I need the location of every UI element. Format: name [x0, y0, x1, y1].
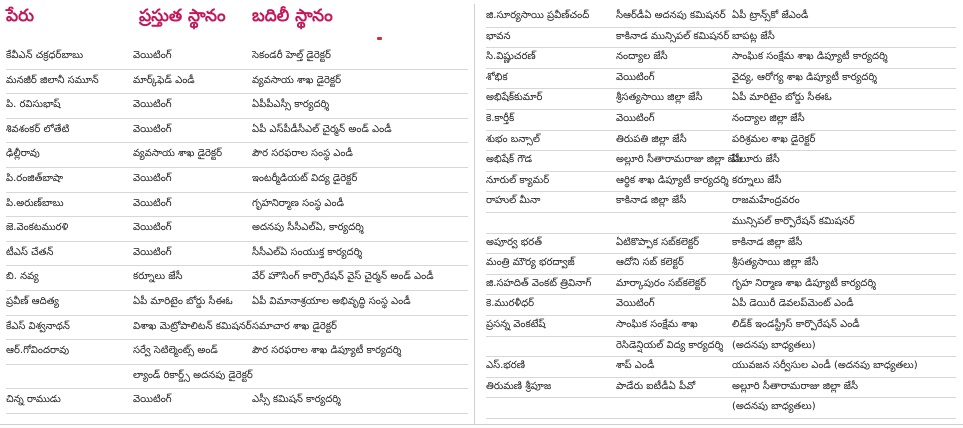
transfer-post-cell: సాంఘిక సంక్షేమ శాఖ డిప్యూటీ కార్యదర్శి	[732, 51, 888, 63]
current-post-cell: ఆర్థిక శాఖ డిప్యూటీ కార్యదర్శి	[616, 174, 729, 186]
bottom-rule	[0, 424, 963, 425]
table-row	[486, 27, 956, 49]
current-post-cell: కర్నూలు జేసీ	[133, 271, 183, 283]
transfer-post-cell: బాపట్ల జేసీ	[732, 30, 775, 42]
current-post-cell: మార్కాపురం సబ్‌కలెక్టర్	[616, 277, 707, 289]
transfer-post-cell: లిడ్‌క్ ఇండస్ట్రీస్ కార్పొరేషన్ ఎండీ	[732, 319, 860, 330]
name-cell: అభిషేక్ గౌడ	[486, 154, 533, 166]
table-row	[6, 339, 468, 365]
table-row	[486, 212, 956, 234]
current-post-cell: అల్లూరి సీతారామరాజు జిల్లా జేసీ	[616, 154, 742, 166]
transfer-post-cell: వైద్య, ఆరోగ్య శాఖ డిప్యూటీ కార్యదర్శి	[732, 71, 877, 83]
current-post-cell	[616, 397, 728, 418]
name-cell: సి.విష్ణుచరణ్	[486, 51, 536, 63]
transfer-post-cell: పౌర సరఫరాల సంస్థ ఎండీ	[252, 148, 353, 160]
name-cell: పి.అరుణ్‌బాబు	[6, 197, 64, 209]
name-cell: అపూర్వ భరత్	[486, 236, 542, 248]
current-post-cell: వెయిటింగ్	[133, 222, 172, 234]
current-post-cell: తిరుపతి జిల్లా జేసీ	[616, 133, 687, 145]
current-post-cell: నంద్యాల జేసీ	[616, 51, 668, 63]
current-post-cell: వెయిటింగ్	[616, 298, 655, 310]
header-current-post: ప్రస్తుత స్థానం	[139, 6, 226, 26]
table-row	[486, 6, 956, 28]
name-cell: జె.వెంకటమురళి	[6, 222, 69, 234]
name-cell: మనజీర్ జిలానీ సమూన్	[6, 74, 99, 86]
table-row	[6, 44, 468, 70]
name-cell: బి. నవ్య	[6, 271, 39, 283]
name-cell: పి.రంజిత్‌బాషా	[6, 173, 64, 184]
transfer-post-cell: నంద్యాల జిల్లా జేసీ	[732, 113, 805, 124]
transfer-post-cell: కాకినాడ జిల్లా జేసీ	[732, 236, 803, 248]
table-row	[6, 118, 468, 144]
transfer-post-cell: ఏపీ మారిటైం బోర్డు సీఈఓ	[732, 92, 832, 104]
table-row	[486, 68, 956, 90]
table-row	[6, 93, 468, 119]
name-cell	[486, 336, 612, 357]
table-row	[486, 171, 956, 193]
name-cell: కేవీఎన్ చక్రధర్‌బాబు	[6, 50, 84, 61]
transfer-post-cell: ఏపీ డెయిరీ డెవలప్‌మెంట్ ఎండీ	[732, 298, 854, 310]
table-row	[6, 216, 468, 242]
table-row	[6, 364, 468, 390]
transfer-post-cell: ఎస్సీ కమిషన్ కార్యదర్శి	[252, 394, 341, 406]
current-post-cell: రెసిడెన్షియల్ విద్య కార్యదర్శి	[616, 339, 724, 351]
red-mark	[377, 37, 382, 40]
current-post-cell: ఆదోని సబ్ కలెక్టర్	[616, 257, 684, 269]
name-cell: తిరుమణి శ్రీపూజ	[486, 380, 552, 392]
transfer-post-cell: వేర్ హౌసింగ్ కార్పొరేషన్ వైస్ చైర్మన్ అండ్ ఎండీ	[252, 271, 434, 283]
table-row	[6, 241, 468, 267]
name-cell: టీఎస్ చేతన్	[6, 246, 54, 258]
table-row	[486, 47, 956, 69]
table-row	[486, 233, 956, 255]
transfer-post-cell: ఏపీ ట్రాన్స్‌కో జేఎండీ	[732, 10, 809, 21]
current-post-cell: వెయిటింగ్	[133, 123, 172, 135]
table-row	[486, 397, 956, 419]
current-post-cell: ఏపీ మారిటైం బోర్డు సీఈఓ	[133, 296, 233, 307]
name-cell: భావన	[486, 30, 511, 42]
table-row	[486, 294, 956, 316]
table-row	[486, 336, 956, 358]
table-row	[6, 290, 468, 316]
name-cell: ఆర్.గోవిందరావు	[6, 345, 70, 357]
current-post-cell: వెయిటింగ్	[616, 113, 655, 124]
current-post-cell: సర్వే సెటిల్మెంట్స్ అండ్	[133, 345, 218, 357]
header-transfer-post: బదిలీ స్థానం	[252, 6, 333, 26]
name-cell	[6, 364, 129, 389]
transfer-post-cell: వ్యవసాయ శాఖ డైరెక్టర్	[252, 74, 342, 86]
table-row	[486, 88, 956, 110]
transfer-post-cell: ఏపీ విమానాశ్రయాల అభివృద్ధి సంస్థ ఎండీ	[252, 296, 411, 307]
name-cell: ప్రసన్న వెంకటేష్	[486, 319, 546, 330]
current-post-cell: ఏటికొప్పాక సబ్‌కలెక్టర్	[616, 236, 700, 248]
name-cell: రాహుల్ మీనా	[486, 195, 541, 207]
current-post-cell: వెయిటింగ్	[133, 246, 172, 258]
current-post-cell: కాకినాడ మున్సిపల్ కమిషనర్	[616, 30, 730, 42]
transfer-post-cell: సెకండరీ హెల్త్ డైరెక్టర్	[252, 50, 331, 61]
transfer-post-cell: శ్రీసత్యసాయి జిల్లా జేసీ	[732, 257, 819, 269]
transfer-post-cell	[252, 364, 468, 389]
transfer-post-cell: అల్లూరి సీతారామరాజు జిల్లా జేసీ	[732, 380, 858, 392]
name-cell: నూరుల్ క్యామర్	[486, 174, 550, 186]
current-post-cell: సాంఘిక సంక్షేమ శాఖ	[616, 319, 698, 330]
name-cell: మంత్రి మౌర్య భరద్వాజ్	[486, 257, 575, 269]
column-divider	[474, 4, 475, 424]
name-cell	[486, 397, 612, 418]
transfer-post-cell: కర్నూలు జేసీ	[732, 174, 782, 186]
transfer-post-cell: పౌర సరఫరాల శాఖ డిప్యూటీ కార్యదర్శి	[252, 345, 402, 357]
table-row	[486, 150, 956, 172]
table-row	[486, 109, 956, 131]
transfer-post-cell: సీసీఎల్ఏ సంయుక్త కార్యదర్శి	[252, 246, 363, 258]
current-post-cell: వెయిటింగ్	[133, 197, 172, 209]
current-post-cell: సీఆర్‌డీఏ అదనపు కమిషనర్	[616, 10, 726, 21]
table-row	[486, 274, 956, 296]
name-cell: కె.కార్తీక్	[486, 113, 515, 124]
table-row	[6, 69, 468, 95]
transfer-post-cell: (అదనపు బాధ్యతలు)	[732, 401, 816, 413]
table-row	[6, 142, 468, 168]
table-row	[6, 315, 468, 341]
current-post-cell: కాకినాడ జిల్లా జేసీ	[616, 195, 687, 207]
current-post-cell: వ్యవసాయ శాఖ డైరెక్టర్	[133, 148, 223, 160]
current-post-cell: వెయిటింగ్	[616, 71, 655, 83]
current-post-cell: వెయిటింగ్	[133, 173, 172, 184]
table-row	[6, 192, 468, 218]
current-post-cell: వెయిటింగ్	[133, 50, 172, 61]
transfer-post-cell: యువజన సర్వీసుల ఎండీ (అదనపు బాధ్యతలు)	[732, 360, 918, 372]
current-post-cell: విశాఖ మెట్రోపాలిటన్ కమిషనర్	[133, 320, 252, 332]
transfer-post-cell: గృహ నిర్మాణ శాఖ డిప్యూటీ కార్యదర్శి	[732, 277, 876, 289]
current-post-cell: ల్యాండ్ రికార్డ్స్ అదనపు డైరెక్టర్	[133, 369, 253, 381]
name-cell: శోభిక	[486, 71, 508, 83]
transfer-post-cell: అదనపు సీసీఎల్ఏ, కార్యదర్శి	[252, 222, 364, 234]
name-cell: శివశంకర్ లోతేటి	[6, 123, 70, 135]
table-row	[486, 377, 956, 399]
name-cell: జి.సూర్యసాయి ప్రవీణ్‌చంద్	[486, 10, 590, 21]
name-cell: కేఎస్ విశ్వనాథన్	[6, 320, 70, 332]
current-post-cell: శాప్ ఎండీ	[616, 360, 655, 372]
table-row	[6, 167, 468, 193]
transfer-post-cell: సమాచార శాఖ డైరెక్టర్	[252, 320, 337, 332]
current-post-cell	[616, 212, 728, 233]
name-cell: శుభం బన్సాల్	[486, 133, 540, 145]
table-row	[6, 388, 468, 414]
name-cell: పి. రవిసుభాష్	[6, 99, 61, 111]
transfer-post-cell: ఏపీ ఎస్‌పీడీసీఎల్ చైర్మన్ అండ్ ఎండీ	[252, 123, 392, 135]
table-row	[486, 315, 956, 337]
name-cell: చిన్న రాముడు	[6, 394, 61, 406]
transfer-post-cell: గృహనిర్మాణ సంస్థ ఎండీ	[252, 197, 344, 209]
name-cell: కె.మురళీధర్	[486, 298, 535, 310]
transfer-post-cell: పరిశ్రమల శాఖ డైరెక్టర్	[732, 133, 816, 145]
table-row	[486, 253, 956, 275]
name-cell: ఎస్.భరణి	[486, 360, 525, 372]
transfer-post-cell: ఏలూరు జేసీ	[732, 154, 780, 166]
name-cell: ఢిల్లీరావు	[6, 148, 40, 160]
transfer-post-cell: ఏపీపీఎస్సీ కార్యదర్శి	[252, 99, 330, 111]
header-name: పేరు	[6, 6, 35, 26]
transfer-post-cell: రాజమహేంద్రవరం	[732, 195, 800, 207]
name-cell: అభిషేక్‌కుమార్	[486, 92, 543, 104]
table-row	[486, 191, 956, 213]
name-cell	[486, 212, 612, 233]
transfer-post-cell: (అదనపు బాధ్యతలు)	[732, 339, 816, 351]
current-post-cell: పాడేరు ఐటీడీఏ పీవో	[616, 380, 696, 392]
current-post-cell: వెయిటింగ్	[133, 394, 172, 406]
name-cell: జి.సహదిత్ వెంకట్ త్రివినాగ్	[486, 277, 592, 289]
current-post-cell: వెయిటింగ్	[133, 99, 172, 111]
table-row	[6, 265, 468, 291]
name-cell: ప్రవీణ్ ఆదిత్య	[6, 296, 60, 307]
current-post-cell: మార్క్‌ఫెడ్ ఎండీ	[133, 74, 195, 86]
transfer-post-cell: ఇంటర్మీడియట్ విద్య డైరెక్టర్	[252, 173, 358, 184]
current-post-cell: శ్రీసత్యసాయి జిల్లా జేసీ	[616, 92, 703, 104]
table-row	[486, 130, 956, 152]
transfer-post-cell: మున్సిపల్ కార్పొరేషన్ కమిషనర్	[732, 216, 855, 227]
table-row	[486, 356, 956, 378]
